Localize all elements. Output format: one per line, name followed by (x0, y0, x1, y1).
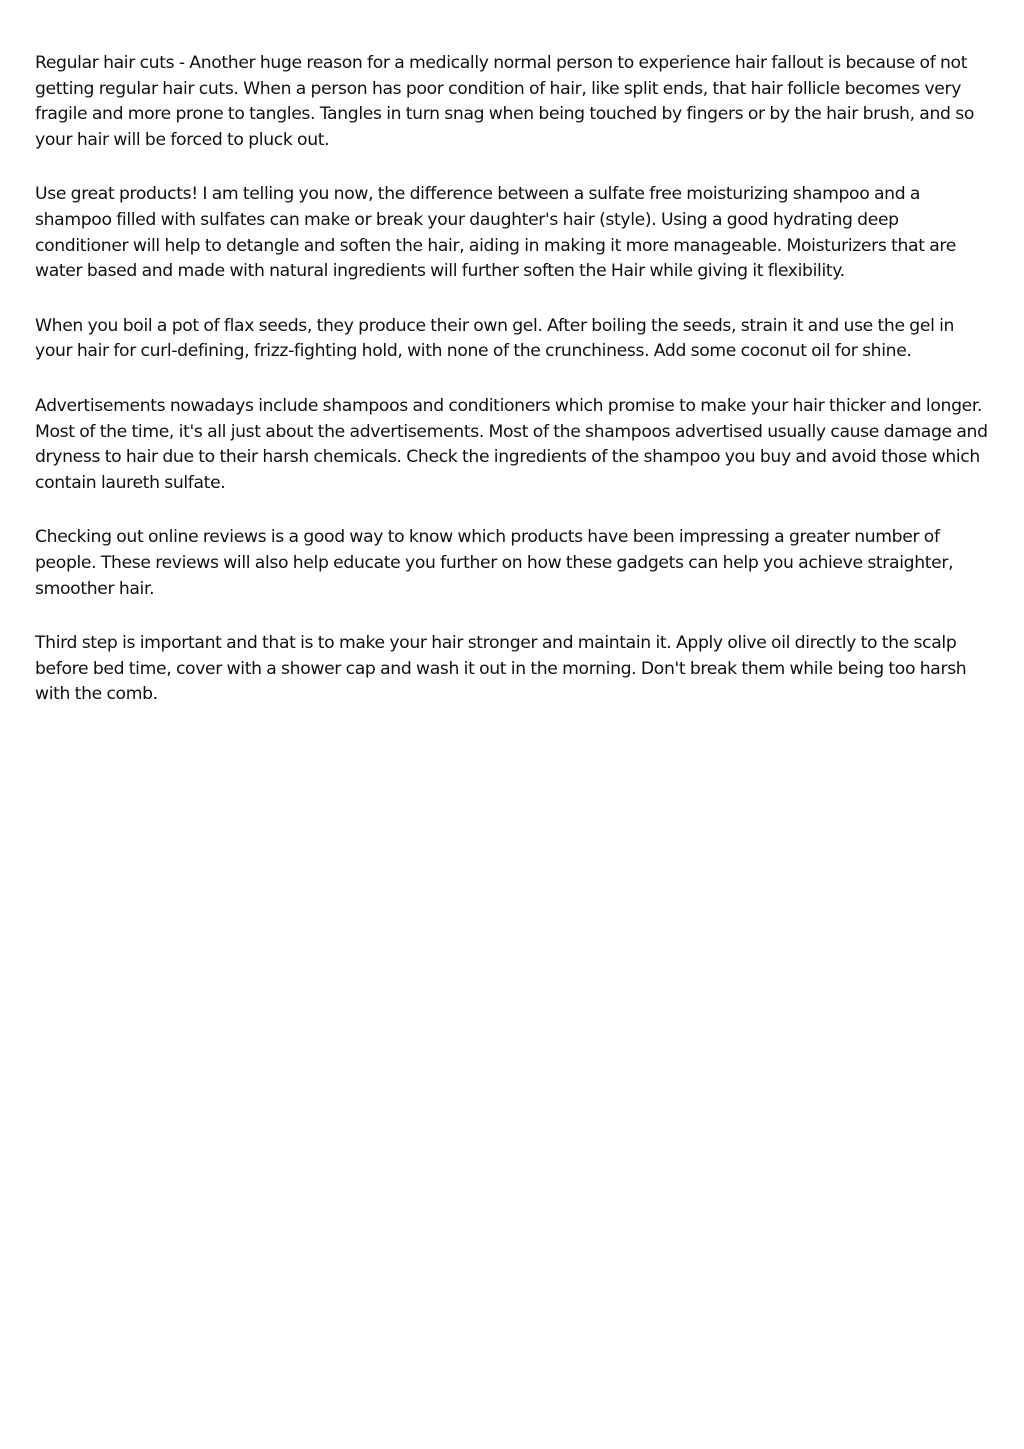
document-page (35, 51, 990, 737)
paragraph-third-step: Third step is important and that is to make your hair stronger and maintain it. Apply olive oil directly to the scalp before bed time, cover with a shower cap and wash it out in the morning. Don't break them while being too harsh with the comb. (35, 633, 967, 705)
paragraph-great-products: Use great products! I am telling you now, the difference between a sulfate free moisturizing shampoo and a shampoo filled with sulfates can make or break your daughter's hair (style). Using a good hydrating deep conditioner will help to detangle and soften the hair, aiding in making it more manageable. Moisturizers that are water based and made with natural ingredients will further soften the Hair while giving it flexibility. (35, 184, 956, 282)
paragraph-hair-cuts: Regular hair cuts - Another huge reason for a medically normal person to experience hair fallout is because of not getting regular hair cuts. When a person has poor condition of hair, like split ends, that hair follicle becomes very fragile and more prone to tangles. Tangles in turn snag when being touched by fingers or by the hair brush, and so your hair will be forced to pluck out. (35, 53, 974, 150)
paragraph-flax-seeds: When you boil a pot of flax seeds, they produce their own gel. After boiling the seeds, strain it and use the gel in your hair for curl-defining, frizz-fighting hold, with none of the crunchiness. Add some coconut oil for shine. (35, 315, 955, 362)
paragraph-advertisements: Advertisements nowadays include shampoos and conditioners which promise to make your hair thicker and longer. Most of the time, it's all just about the advertisements. Most of the shampoos advertised usually cause damage and dryness to hair due to their harsh chemicals. Check the ingredients of the shampoo you buy and avoid those which contain laureth sulfate. (35, 395, 988, 493)
paragraph-online-reviews: Checking out online reviews is a good way to know which products have been impressing a greater number of people. These reviews will also help educate you further on how these gadgets can help you achieve straighter, smoother hair. (35, 527, 954, 599)
